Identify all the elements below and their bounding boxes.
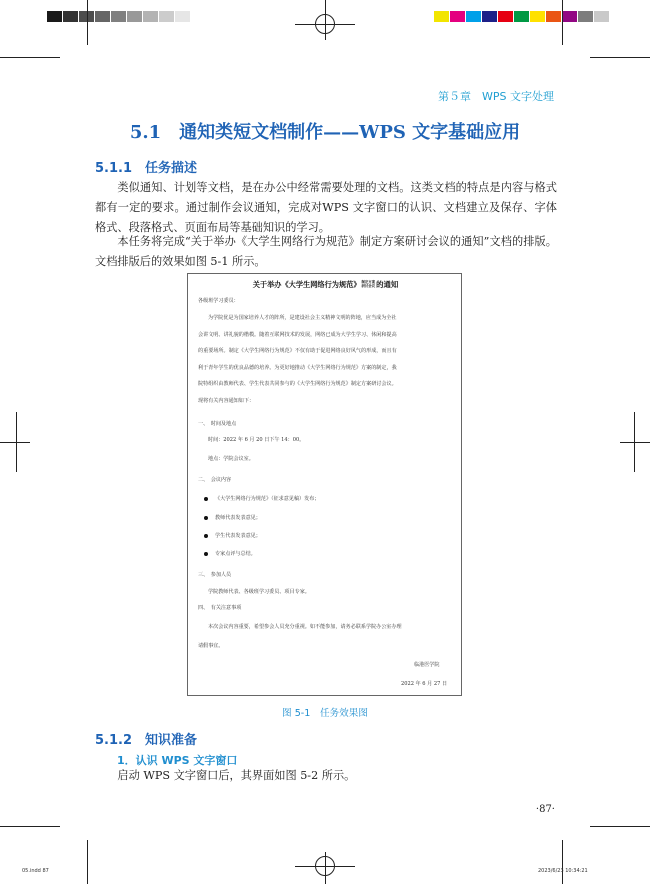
doc-bullet-item: 教师代表发表意见；	[204, 514, 261, 521]
calibration-swatch	[127, 11, 143, 22]
doc-salutation: 各级班学习委员：	[198, 298, 239, 304]
calibration-swatch	[434, 11, 450, 22]
gray-calibration-bar	[47, 11, 191, 22]
document-preview	[187, 273, 462, 696]
calibration-swatch	[450, 11, 466, 22]
footer-timestamp: 2023/6/23 10:34:21	[538, 868, 588, 874]
calibration-swatch	[482, 11, 498, 22]
bullet-icon	[204, 534, 208, 538]
doc-body-line: 为学院优是为国家培养人才的阵所，是建设社会主义精神文明的阵地，应当成为全社	[208, 315, 397, 321]
calibration-swatch	[562, 11, 578, 22]
calibration-swatch	[111, 11, 127, 22]
doc-place: 地点：学院会议室。	[208, 456, 254, 462]
doc-section-agenda: 二、 会议内容	[198, 477, 232, 483]
footer-filename: 05.indd 87	[22, 868, 49, 874]
heading-knowledge: 5.1.2 知识准备	[95, 733, 198, 748]
doc-body-line: 利于青年学生的优良品德的培养。为更好地推动《大学生网络行为规范》方案的制定，我	[198, 365, 397, 371]
calibration-swatch	[63, 11, 79, 22]
doc-section-attendees: 三、 参加人员	[198, 572, 232, 578]
calibration-swatch	[514, 11, 530, 22]
calibration-swatch	[594, 11, 610, 22]
doc-bullet-item: 学生代表发表意见；	[204, 532, 261, 539]
page-number: ·87·	[535, 804, 555, 815]
paragraph-wps-window: 启动 WPS 文字窗口后，其界面如图 5-2 所示。	[117, 769, 356, 782]
bullet-icon	[204, 552, 208, 556]
calibration-swatch	[578, 11, 594, 22]
doc-section-time-place: 一、 时间及地点	[198, 421, 237, 427]
doc-attendees: 学院教师代表、各级班学习委员、项目专家。	[208, 589, 310, 595]
subheading-wps-window: 1．认识 WPS 文字窗口	[117, 754, 238, 767]
doc-title: 关于举办《大学生网络行为规范》制定方案 研讨会议的通知	[252, 280, 399, 289]
doc-body-line: 的重要场所。制定《大学生网络行为规范》不仅有助于促进网络良好风气的形成，而且有	[198, 348, 397, 354]
heading-task-description: 5.1.1 任务描述	[95, 161, 198, 176]
doc-body-line: 现将有关内容通知如下：	[198, 398, 255, 404]
doc-bullet-item: 《大学生网络行为规范》（征求意见稿）发布；	[204, 495, 319, 502]
figure-caption: 图 5-1 任务效果图	[282, 708, 368, 719]
calibration-swatch	[530, 11, 546, 22]
doc-bullet-item: 专家点评与总结。	[204, 550, 256, 557]
paragraph-task: 本任务将完成“关于举办《大学生网络行为规范》制定方案研讨会议的通知”文档的排版。文档排版后的效果如图 5-1 所示。	[95, 235, 557, 268]
doc-notes-line: 请假事宜。	[198, 643, 224, 649]
calibration-swatch	[498, 11, 514, 22]
doc-notes-line: 本次会议内容重要，希望参会人员充分重视。如不能参加，请务必联系学院办公室办理	[208, 624, 402, 630]
calibration-swatch	[546, 11, 562, 22]
doc-time: 时间：2022 年 6 月 20 日下午 14：00。	[208, 437, 305, 443]
doc-organization: 临港医学院	[414, 662, 440, 668]
paragraph-intro: 类似通知、计划等文档，是在办公中经常需要处理的文档。这类文档的特点是内容与格式都有一定的要求。通过制作会议通知，完成对WPS 文字窗口的认识、文档建立及保存、字体格式、段落格式、页面布局等基础知识的学习。	[95, 181, 557, 234]
calibration-swatch	[466, 11, 482, 22]
color-calibration-bar	[434, 11, 610, 22]
doc-section-notes: 四、 有关注意事项	[198, 605, 242, 611]
doc-body-line: 院特组织由教师代表、学生代表共同参与的《大学生网络行为规范》制定方案研讨会议。	[198, 381, 397, 387]
chapter-header: 第５章 WPS 文字处理	[438, 90, 554, 103]
doc-body-line: 会讲文明、讲礼貌的楷模。随着互联网技术的发展，网络已成为大学生学习、休闲和提高	[198, 332, 397, 338]
bullet-icon	[204, 516, 208, 520]
calibration-swatch	[159, 11, 175, 22]
section-title: 5.1 通知类短文档制作——WPS 文字基础应用	[129, 122, 521, 143]
doc-date: 2022 年 6 月 27 日	[401, 681, 448, 687]
calibration-swatch	[143, 11, 159, 22]
calibration-swatch	[95, 11, 111, 22]
bullet-icon	[204, 497, 208, 501]
calibration-swatch	[47, 11, 63, 22]
calibration-swatch	[175, 11, 191, 22]
